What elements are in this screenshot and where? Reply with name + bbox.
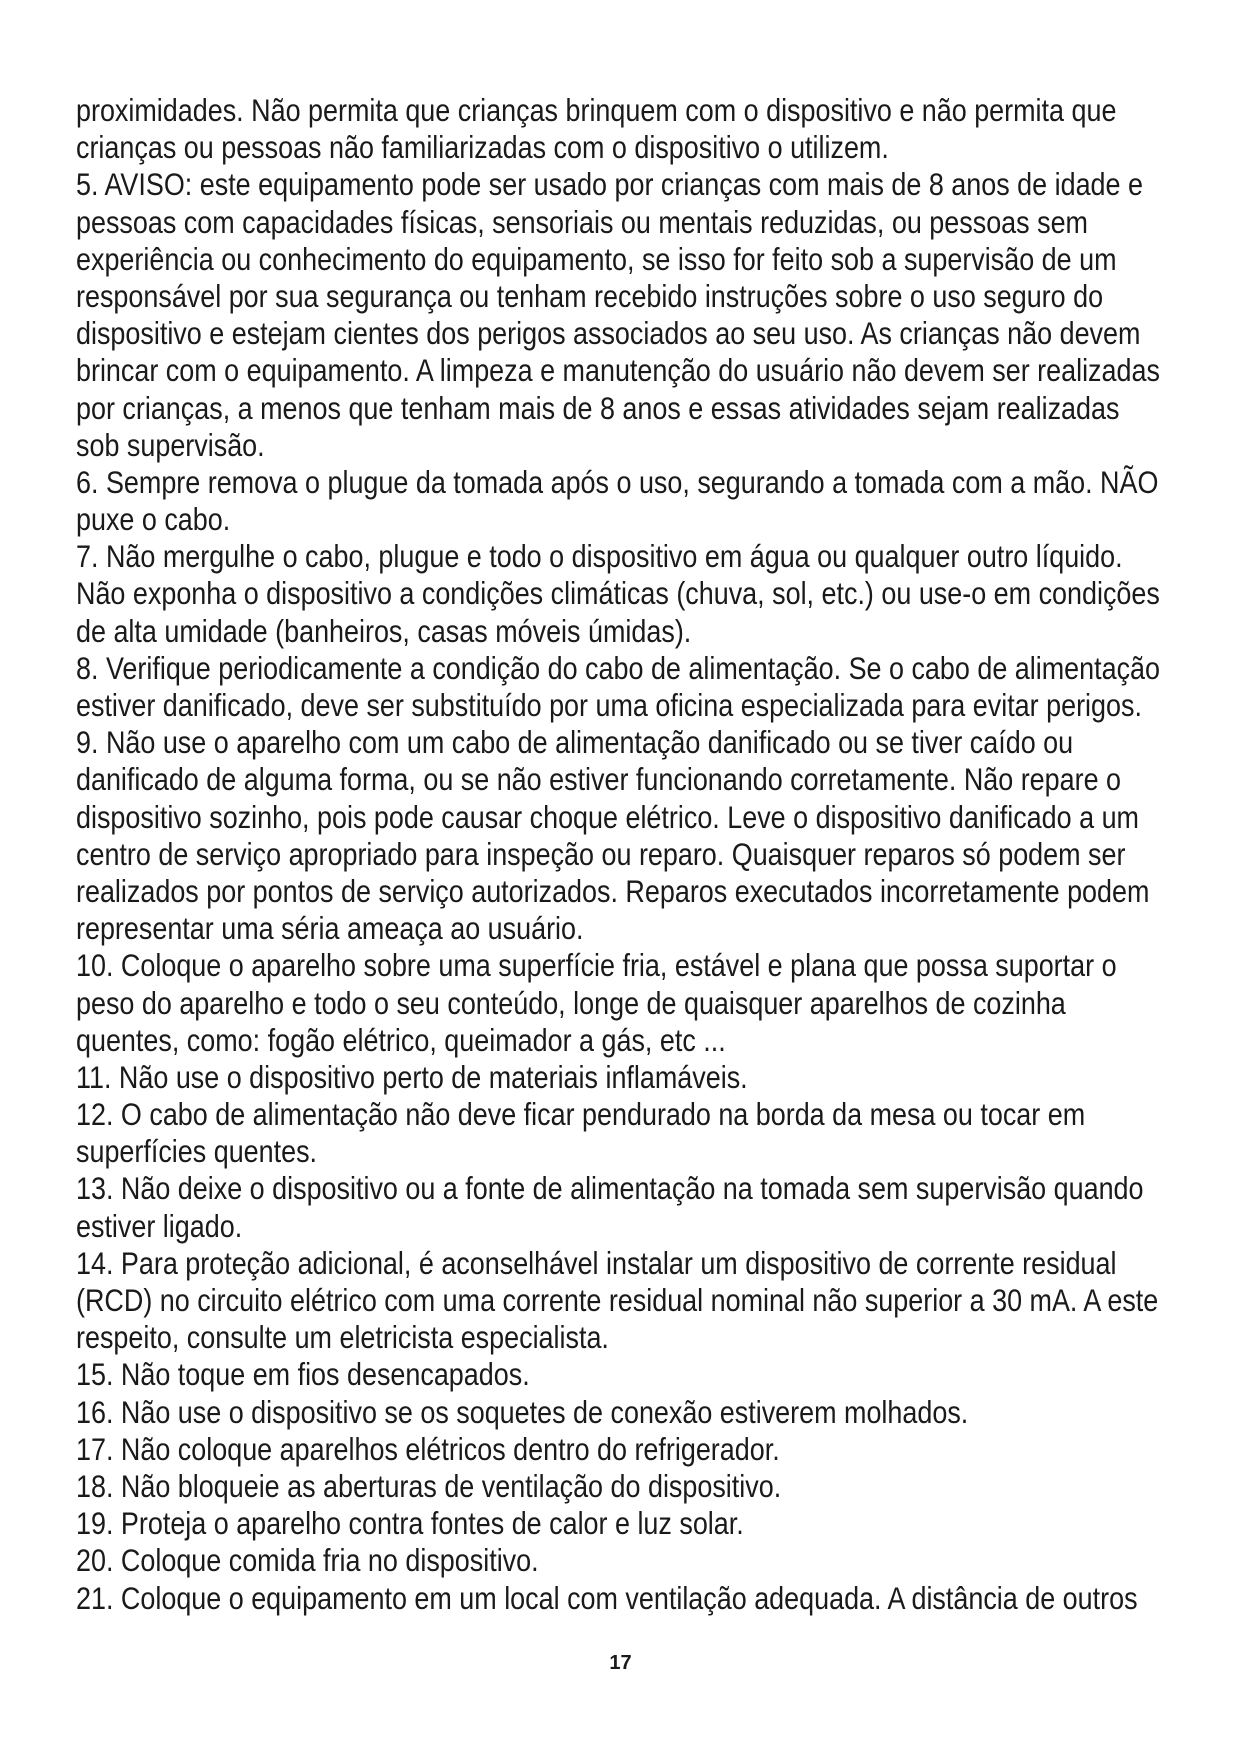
text-line: 10. Coloque o aparelho sobre uma superfície fria, estável e plana que possa suportar o [76, 947, 1117, 984]
text-line: 12. O cabo de alimentação não deve ficar pendurado na borda da mesa ou tocar em [76, 1096, 1086, 1133]
text-line: 13. Não deixe o dispositivo ou a fonte de alimentação na tomada sem supervisão quando [76, 1170, 1144, 1207]
text-line: respeito, consulte um eletricista especialista. [76, 1319, 609, 1356]
text-line: 17. Não coloque aparelhos elétricos dentro do refrigerador. [76, 1430, 780, 1467]
text-line: 14. Para proteção adicional, é aconselhável instalar um dispositivo de corrente residual [76, 1244, 1117, 1281]
text-line: estiver danificado, deve ser substituído por uma oficina especializada para evitar perigos. [76, 687, 1142, 723]
text-line: 7. Não mergulhe o cabo, plugue e todo o dispositivo em água ou qualquer outro líquido. [76, 538, 1123, 575]
text-line: 6. Sempre remova o plugue da tomada após o uso, segurando a tomada com a mão. NÃO [76, 463, 1159, 500]
text-line: 20. Coloque comida fria no dispositivo. [76, 1542, 539, 1579]
text-line: superfícies quentes. [76, 1133, 318, 1170]
text-line: 21. Coloque o equipamento em um local com ventilação adequada. A distância de outros [76, 1579, 1138, 1616]
text-line: (RCD) no circuito elétrico com uma corrente residual nominal não superior a 30 mA. A este [76, 1282, 1159, 1318]
text-line: dispositivo sozinho, pois pode causar choque elétrico. Leve o dispositivo danificado a um [76, 798, 1139, 835]
text-line: por crianças, a menos que tenham mais de 8 anos e essas atividades sejam realizadas [76, 389, 1120, 426]
text-line: estiver ligado. [76, 1207, 243, 1244]
text-line: 5. AVISO: este equipamento pode ser usado por crianças com mais de 8 anos de idade e [76, 166, 1143, 203]
text-line: puxe o cabo. [76, 501, 231, 538]
text-line: centro de serviço apropriado para inspeção ou reparo. Quaisquer reparos só podem ser [76, 835, 1126, 872]
page-number: 17 [609, 1652, 632, 1674]
text-line: Não exponha o dispositivo a condições climáticas (chuva, sol, etc.) ou use-o em condições [76, 575, 1160, 612]
text-line: representar uma séria ameaça ao usuário. [76, 910, 584, 947]
text-line: crianças ou pessoas não familiarizadas com o dispositivo o utilizem. [76, 129, 889, 166]
text-line: quentes, como: fogão elétrico, queimador a gás, etc ... [76, 1021, 726, 1058]
text-line: 8. Verifique periodicamente a condição do cabo de alimentação. Se o cabo de alimentação [76, 649, 1161, 686]
text-line: dispositivo e estejam cientes dos perigos associados ao seu uso. As crianças não devem [76, 315, 1141, 352]
text-line: de alta umidade (banheiros, casas móveis úmidas). [76, 612, 692, 649]
text-line: 16. Não use o dispositivo se os soquetes de conexão estiverem molhados. [76, 1393, 969, 1430]
text-line: 11. Não use o dispositivo perto de materiais inflamáveis. [76, 1058, 748, 1095]
document-body [76, 92, 1161, 1617]
text-line: 15. Não toque em fios desencapados. [76, 1356, 530, 1393]
text-line: responsável por sua segurança ou tenham recebido instruções sobre o uso seguro do [76, 277, 1104, 314]
text-line: peso do aparelho e todo o seu conteúdo, longe de quaisquer aparelhos de cozinha [76, 984, 1066, 1021]
text-line: 19. Proteja o aparelho contra fontes de calor e luz solar. [76, 1505, 744, 1542]
text-line: 9. Não use o aparelho com um cabo de alimentação danificado ou se tiver caído ou [76, 724, 1074, 761]
text-line: 18. Não bloqueie as aberturas de ventilação do dispositivo. [76, 1467, 782, 1504]
text-line: proximidades. Não permita que crianças brinquem com o dispositivo e não permita que [76, 92, 1117, 128]
text-line: sob supervisão. [76, 426, 265, 463]
text-line: pessoas com capacidades físicas, sensoriais ou mentais reduzidas, ou pessoas sem [76, 203, 1088, 240]
text-line: brincar com o equipamento. A limpeza e manutenção do usuário não devem ser realizadas [76, 352, 1160, 389]
text-line: realizados por pontos de serviço autorizados. Reparos executados incorretamente podem [76, 872, 1150, 909]
text-line: experiência ou conhecimento do equipamento, se isso for feito sob a supervisão de um [76, 240, 1117, 277]
text-line: danificado de alguma forma, ou se não estiver funcionando corretamente. Não repare o [76, 761, 1122, 798]
